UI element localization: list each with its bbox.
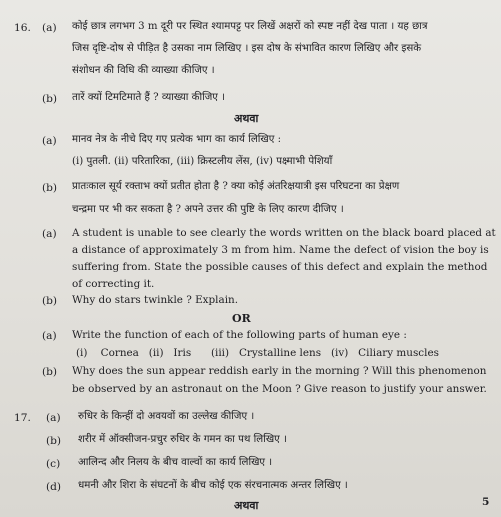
q16-en-a-line-2: a distance of approximately 3 m from him. Name the defect of vision the boy is	[72, 244, 489, 256]
q16-en-b-line: Why do stars twinkle ? Explain.	[72, 294, 239, 306]
q16-en-a-line-1: A student is unable to see clearly the words written on the black board placed at	[72, 227, 496, 239]
q17-a-text: रुधिर के किन्हीं दो अवयवों का उल्लेख कीजिए ।	[78, 411, 255, 422]
q16-hi-alt-a-marker: (a)	[42, 135, 57, 147]
q16-hi-alt-b-line-2: चन्द्रमा पर भी कर सकता है ? अपने उत्तर की पुष्टि के लिए कारण दीजिए ।	[72, 204, 344, 215]
q16-hi-alt-a-line: मानव नेत्र के नीचे दिए गए प्रत्येक भाग का कार्य लिखिए :	[72, 134, 282, 145]
q16-hi-a-line-3: संशोधन की विधि की व्याख्या कीजिए ।	[72, 65, 215, 76]
q16-en-alt-a-parts: (i) Cornea (ii) Iris (iii) Crystalline lens (iv) Ciliary muscles	[76, 347, 439, 359]
q17-b-text: शरीर में ऑक्सीजन-प्रचुर रुधिर के गमन का पथ लिखिए ।	[78, 434, 287, 445]
question-17-number: 17.	[14, 412, 31, 424]
q16-hi-alt-b-line-1: प्रातःकाल सूर्य रक्ताभ क्यों प्रतीत होता है ? क्या कोई अंतरिक्षयात्री इस परिघटना का प्रेक्षण	[72, 181, 400, 192]
q16-hi-alt-b-marker: (b)	[42, 182, 58, 194]
q16-hi-a-line-2: जिस दृष्टि-दोष से पीड़ित है उसका नाम लिखिए । इस दोष के संभावित कारण लिखिए और इसके	[72, 43, 422, 54]
q16-hi-b-marker: (b)	[42, 93, 58, 105]
q17-c-text: आलिन्द और निलय के बीच वाल्वों का कार्य लिखिए ।	[78, 457, 273, 468]
q16-en-alt-a-line: Write the function of each of the following parts of human eye :	[72, 329, 407, 341]
q16-en-or: OR	[232, 312, 251, 325]
q17-c-marker: (c)	[46, 458, 61, 470]
q16-en-alt-b-line-2: be observed by an astronaut on the Moon ? Give reason to justify your answer.	[72, 383, 487, 395]
q17-d-text: धमनी और शिरा के संघटनों के बीच कोई एक संरचनात्मक अन्तर लिखिए ।	[78, 480, 348, 491]
q16-hi-b-line: तारें क्यों टिमटिमाते हैं ? व्याख्या कीजिए ।	[72, 92, 226, 103]
q16-en-alt-b-line-1: Why does the sun appear reddish early in the morning ? Will this phenomenon	[72, 365, 487, 377]
q17-or: अथवा	[234, 499, 259, 512]
page-number: 5	[482, 496, 490, 508]
q16-hi-or: अथवा	[234, 112, 259, 125]
question-16-number: 16.	[14, 22, 31, 34]
q16-en-b-marker: (b)	[42, 295, 58, 307]
q17-a-marker: (a)	[46, 412, 61, 424]
q16-en-alt-a-marker: (a)	[42, 330, 57, 342]
q17-d-marker: (d)	[46, 481, 62, 493]
q16-en-a-line-3: suffering from. State the possible causes of this defect and explain the method	[72, 261, 488, 273]
q16-en-a-marker: (a)	[42, 228, 57, 240]
q16-hi-a-marker: (a)	[42, 22, 57, 34]
q16-en-alt-b-marker: (b)	[42, 366, 58, 378]
q17-b-marker: (b)	[46, 435, 62, 447]
q16-hi-a-line-1: कोई छात्र लगभग 3 m दूरी पर स्थित श्यामपट्ट पर लिखें अक्षरों को स्पष्ट नहीं देख पाता । यह छात्र	[72, 21, 428, 32]
q16-en-a-line-4: of correcting it.	[72, 278, 155, 290]
q16-hi-alt-a-parts: (i) पुतली. (ii) परितारिका, (iii) क्रिस्टलीय लेंस, (iv) पक्ष्माभी पेशियाँ	[72, 156, 333, 167]
